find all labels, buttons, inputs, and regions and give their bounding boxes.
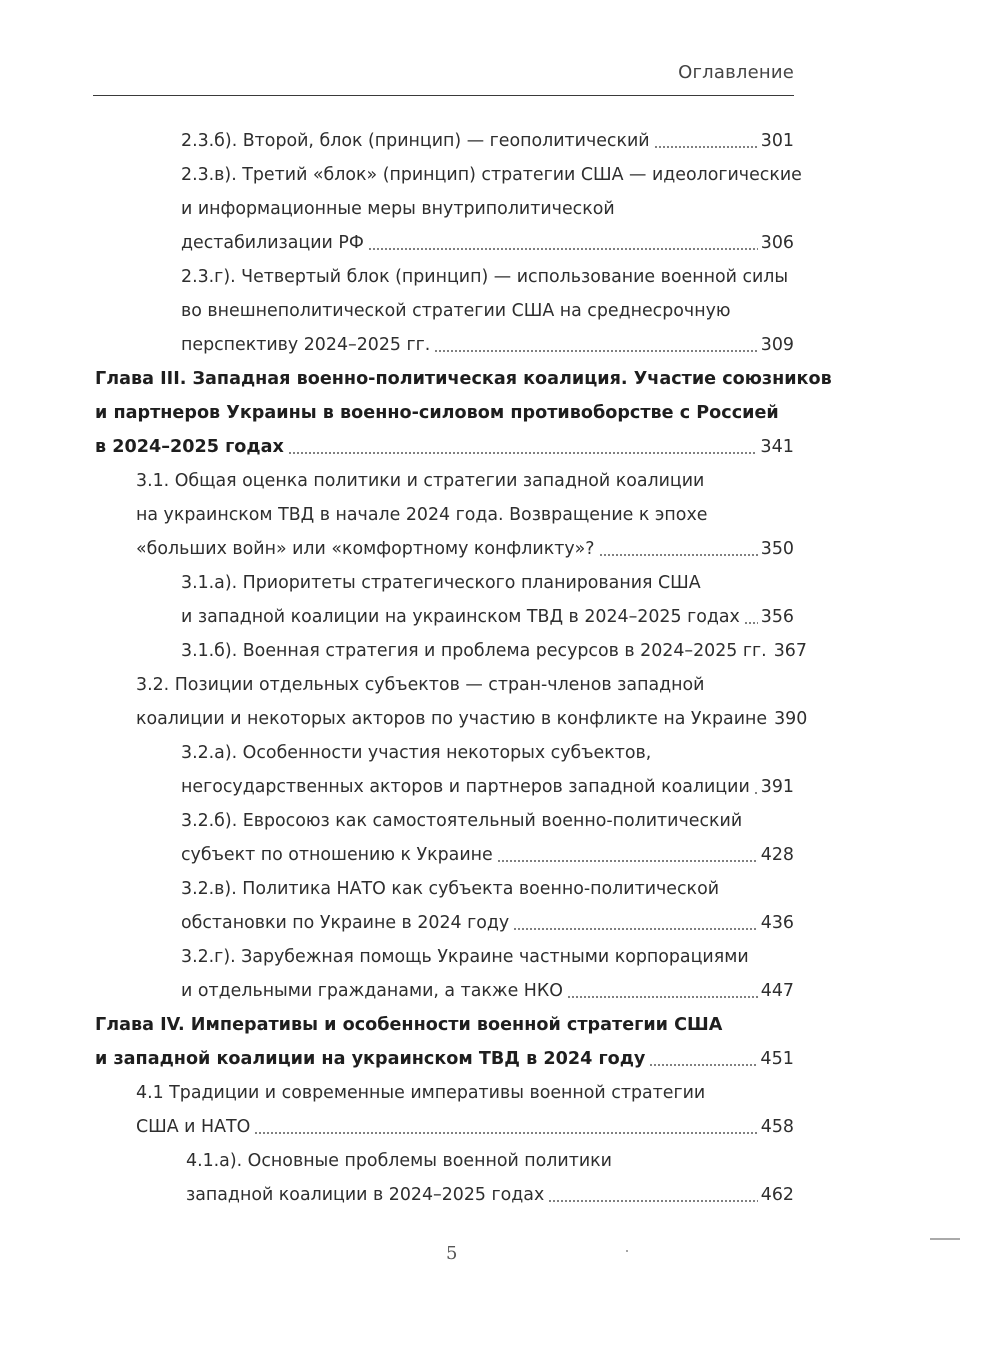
toc-entry-title: коалиции и некоторых акторов по участию в конфликте на Украине — [136, 709, 768, 729]
toc-entry-title: на украинском ТВД в начале 2024 года. Возвращение к эпохе — [136, 505, 708, 525]
toc-entry[interactable] — [136, 534, 794, 564]
toc-entry-title: и отдельными гражданами, а также НКО — [181, 981, 563, 1001]
toc-chapter-line[interactable] — [95, 398, 794, 428]
toc-entry[interactable] — [181, 908, 794, 938]
toc-entry-title: 3.2.г). Зарубежная помощь Украине частными корпорациями — [181, 947, 749, 967]
toc-entry-title: 2.3.г). Четвертый блок (принцип) — использование военной силы — [181, 267, 789, 287]
leader-dots — [599, 554, 758, 556]
toc-entry-line[interactable] — [181, 296, 794, 326]
leader-dots — [744, 622, 758, 624]
toc-entry[interactable] — [181, 330, 794, 360]
toc-page-number: 428 — [760, 845, 794, 865]
toc-entry-title: дестабилизации РФ — [181, 233, 364, 253]
leader-dots — [654, 146, 758, 148]
toc-entry-line[interactable] — [136, 670, 794, 700]
toc-entry-line[interactable] — [181, 874, 794, 904]
toc-page-number: 306 — [760, 233, 794, 253]
toc-page-number: 301 — [760, 131, 794, 151]
toc-entry-title: 3.2.в). Политика НАТО как субъекта военно-политической — [181, 879, 720, 899]
scan-mark — [930, 1238, 960, 1240]
leader-dots — [649, 1064, 757, 1066]
toc-entry-title: западной коалиции в 2024–2025 годах — [186, 1185, 545, 1205]
toc-entry[interactable] — [136, 704, 808, 734]
toc-entry-title: 2.3.в). Третий «блок» (принцип) стратегии США — идеологические — [181, 165, 802, 185]
toc-entry-title: 3.2.а). Особенности участия некоторых субъектов, — [181, 743, 652, 763]
leader-dots — [368, 248, 758, 250]
toc-entry-title: субъект по отношению к Украине — [181, 845, 493, 865]
toc-entry-line[interactable] — [181, 806, 794, 836]
toc-entry[interactable] — [181, 636, 807, 666]
toc-page-number: 436 — [760, 913, 794, 933]
toc-entry-title: 2.3.б). Второй, блок (принцип) — геополитический — [181, 131, 650, 151]
toc-entry-title: и информационные меры внутриполитической — [181, 199, 615, 219]
leader-dots — [754, 792, 758, 794]
leader-dots — [497, 860, 758, 862]
toc-page-number: 356 — [760, 607, 794, 627]
toc-entry-title: 3.1. Общая оценка политики и стратегии западной коалиции — [136, 471, 705, 491]
leader-dots — [254, 1132, 758, 1134]
toc-entry[interactable] — [181, 228, 794, 258]
toc-entry-line[interactable] — [136, 466, 794, 496]
toc-chapter-title: Глава IV. Императивы и особенности военной стратегии США — [95, 1015, 723, 1035]
toc-entry[interactable] — [136, 1112, 794, 1142]
leader-dots — [288, 452, 758, 454]
toc-page-number: 391 — [760, 777, 794, 797]
leader-dots — [548, 1200, 758, 1202]
leader-dots — [567, 996, 758, 998]
toc-entry-title: «больших войн» или «комфортному конфликту»? — [136, 539, 595, 559]
toc-entry-title: и западной коалиции на украинском ТВД в 2024–2025 годах — [181, 607, 740, 627]
toc-entry-line[interactable] — [181, 568, 794, 598]
toc-entry-line[interactable] — [136, 500, 794, 530]
toc-page-number: 367 — [773, 641, 807, 661]
toc-entry-line[interactable] — [186, 1146, 794, 1176]
scan-speck — [626, 1250, 628, 1252]
toc-entry-title: 3.2.б). Евросоюз как самостоятельный военно-политический — [181, 811, 743, 831]
toc-entry[interactable] — [181, 840, 794, 870]
leader-dots — [434, 350, 758, 352]
toc-chapter-title: Глава III. Западная военно-политическая коалиция. Участие союзников — [95, 369, 832, 389]
toc-entry-title: 3.1.б). Военная стратегия и проблема ресурсов в 2024–2025 гг. — [181, 641, 767, 661]
toc-chapter-title: и партнеров Украины в военно-силовом противоборстве с Россией — [95, 403, 779, 423]
toc-entry-line[interactable] — [181, 942, 794, 972]
toc-entry-title: обстановки по Украине в 2024 году — [181, 913, 510, 933]
toc-page-number: 451 — [760, 1049, 794, 1069]
toc-chapter[interactable] — [95, 432, 794, 462]
toc-page-number: 350 — [760, 539, 794, 559]
toc-chapter-line[interactable] — [95, 1010, 794, 1040]
toc-chapter[interactable] — [95, 1044, 794, 1074]
toc-entry-title: 4.1.а). Основные проблемы военной политики — [186, 1151, 612, 1171]
toc-entry-line[interactable] — [181, 160, 802, 190]
toc-chapter-title: в 2024–2025 годах — [95, 437, 284, 457]
toc-entry-title: во внешнеполитической стратегии США на среднесрочную — [181, 301, 731, 321]
toc-entry-line[interactable] — [181, 262, 794, 292]
toc-entry-line[interactable] — [136, 1078, 794, 1108]
toc-chapter-title: и западной коалиции на украинском ТВД в 2024 году — [95, 1049, 646, 1069]
toc-page-number: 447 — [760, 981, 794, 1001]
toc-entry-title: 3.1.а). Приоритеты стратегического планирования США — [181, 573, 701, 593]
toc-entry[interactable] — [181, 126, 794, 156]
toc-page-number: 462 — [760, 1185, 794, 1205]
toc-entry-line[interactable] — [181, 194, 794, 224]
toc-chapter-line[interactable] — [95, 364, 832, 394]
header-title: Оглавление — [678, 62, 794, 83]
toc-entry-line[interactable] — [181, 738, 794, 768]
page-number: 5 — [446, 1243, 458, 1264]
toc-entry[interactable] — [181, 976, 794, 1006]
toc-entry[interactable] — [181, 602, 794, 632]
toc-page-number: 309 — [760, 335, 794, 355]
toc-page-number: 341 — [760, 437, 794, 457]
toc-page-number: 390 — [774, 709, 808, 729]
toc-page-number: 458 — [760, 1117, 794, 1137]
toc-entry-title: перспективу 2024–2025 гг. — [181, 335, 431, 355]
toc-entry-title: 3.2. Позиции отдельных субъектов — стран-членов западной — [136, 675, 705, 695]
toc-entry[interactable] — [186, 1180, 794, 1210]
leader-dots — [513, 928, 758, 930]
toc-entry-title: негосударственных акторов и партнеров западной коалиции — [181, 777, 750, 797]
toc-entry[interactable] — [181, 772, 794, 802]
toc-entry-title: США и НАТО — [136, 1117, 251, 1137]
toc-entry-title: 4.1 Традиции и современные императивы военной стратегии — [136, 1083, 706, 1103]
